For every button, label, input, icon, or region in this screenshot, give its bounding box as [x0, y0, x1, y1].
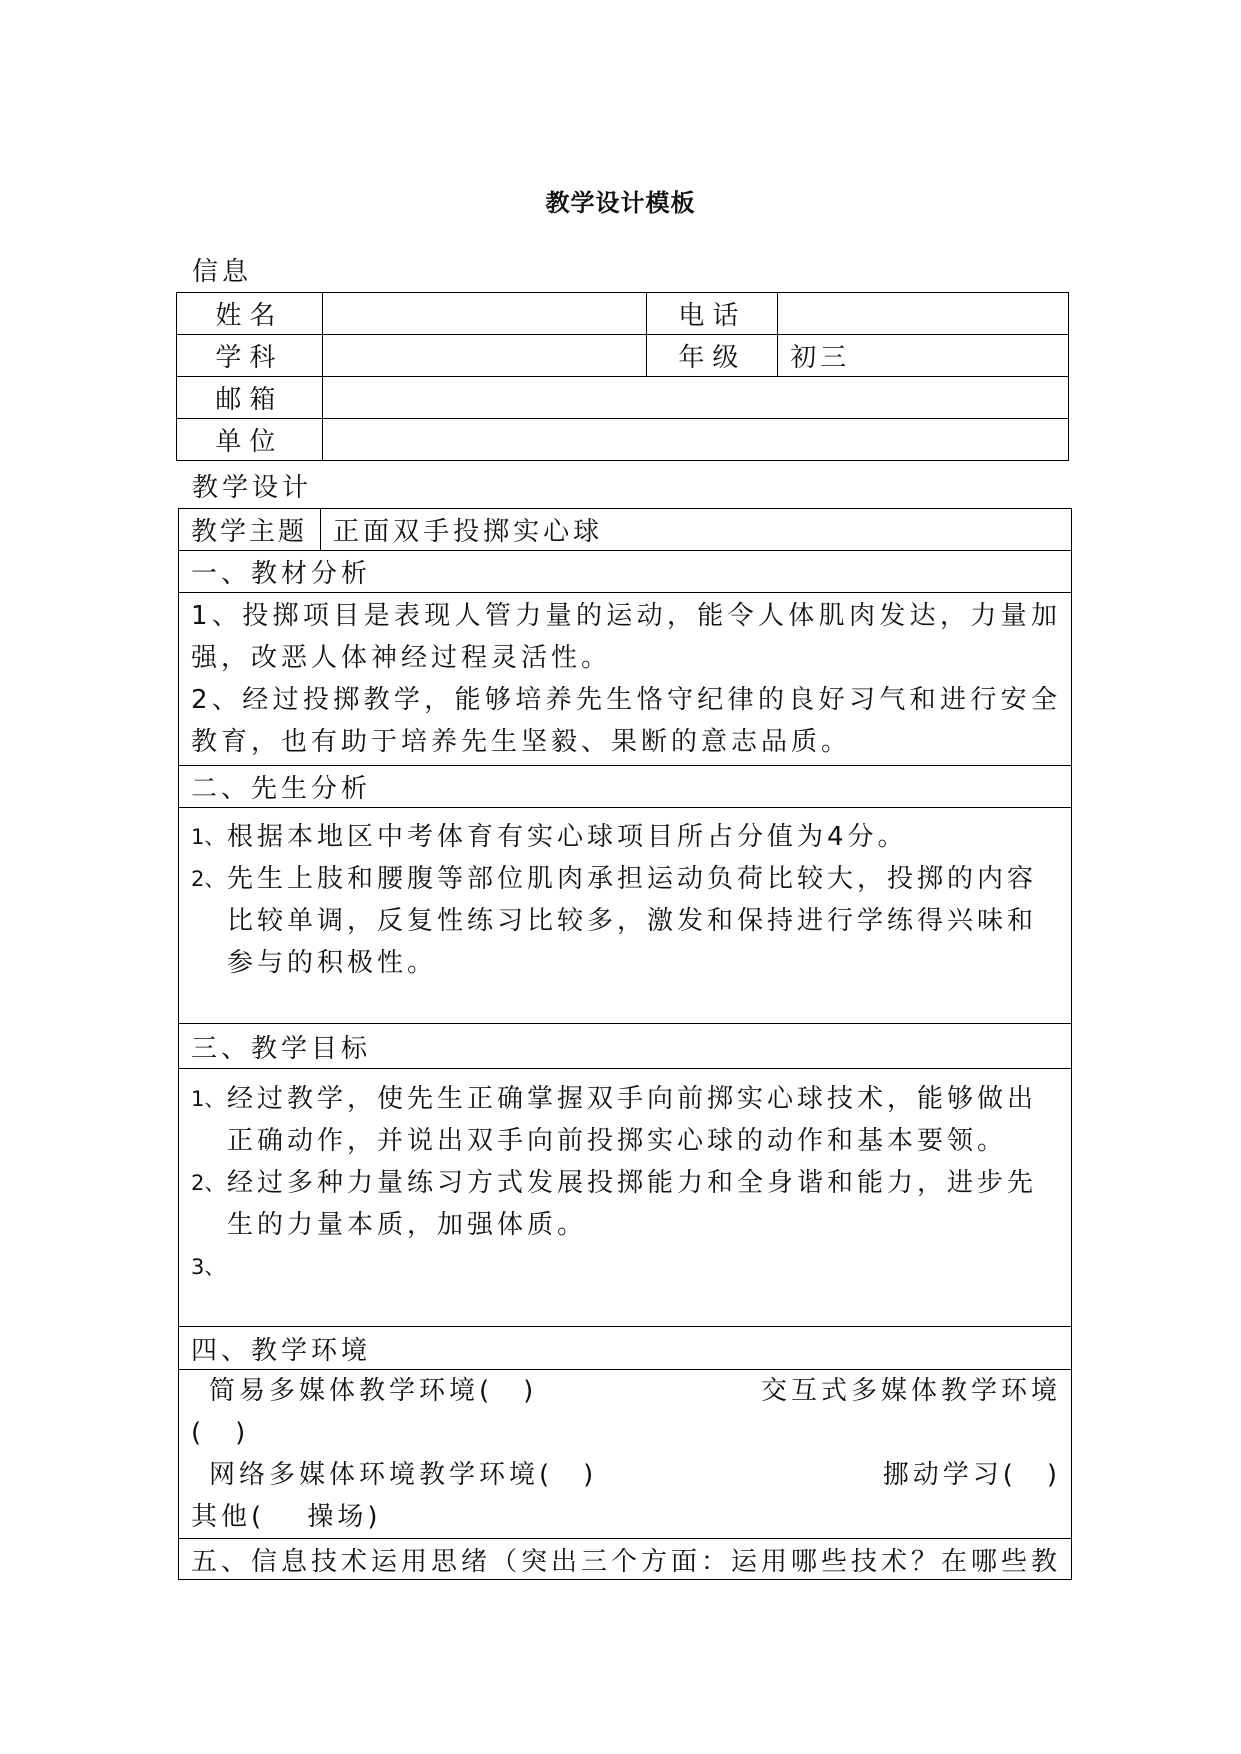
topic-label: 教学主题: [179, 509, 321, 551]
table-row: [179, 1327, 1072, 1370]
numbered-list: [191, 816, 1061, 984]
topic-field[interactable]: 正面双手投掷实心球: [321, 509, 1072, 551]
table-row: [179, 1370, 1072, 1539]
design-section-label: 教学设计: [192, 473, 313, 503]
table-row: [179, 808, 1072, 1024]
list-item-text: 先生上肢和腰腹等部位肌肉承担运动负荷比较大，投掷的内容比较单调，反复性练习比较多，激发和保持进行学练得兴味和参与的积极性。: [227, 864, 1038, 978]
table-row: [177, 377, 1069, 419]
option-mobile-learning[interactable]: 挪动学习( ): [882, 1460, 1062, 1490]
table-row: [179, 1024, 1072, 1069]
list-number: 2、: [191, 867, 226, 891]
list-item-text: 经过多种力量练习方式发展投掷能力和全身谐和能力，进步先生的力量本质，加强体质。: [227, 1168, 1038, 1240]
section-heading: 二、先生分析: [179, 766, 1072, 808]
section-heading: 四、教学环境: [179, 1327, 1072, 1370]
environment-row: [191, 1496, 1061, 1538]
section-content[interactable]: [179, 1069, 1072, 1327]
email-label: 邮箱: [177, 377, 323, 419]
section-heading: 五、信息技术运用思绪（突出三个方面：运用哪些技术？在哪些教: [179, 1539, 1072, 1580]
environment-row: [191, 1412, 1061, 1454]
table-row: [179, 766, 1072, 808]
table-row: [179, 593, 1072, 766]
table-row: [179, 1539, 1072, 1580]
info-table: [176, 292, 1069, 461]
table-row: [179, 551, 1072, 593]
unit-label: 单位: [177, 419, 323, 461]
name-field[interactable]: [322, 293, 647, 335]
table-row: [177, 419, 1069, 461]
email-field[interactable]: [322, 377, 1068, 419]
unit-field[interactable]: [322, 419, 1068, 461]
table-row: [177, 335, 1069, 377]
environment-row: [191, 1370, 1061, 1412]
list-number: 3、: [191, 1255, 226, 1279]
table-row: [179, 1069, 1072, 1327]
phone-field[interactable]: [778, 293, 1069, 335]
table-row: [179, 509, 1072, 551]
grade-label: 年级: [647, 335, 778, 377]
environment-row: [191, 1454, 1061, 1496]
list-item: [191, 816, 1061, 858]
section-content[interactable]: [179, 808, 1072, 1024]
design-table: [178, 508, 1072, 1580]
option-simple-multimedia[interactable]: 简易多媒体教学环境( ): [209, 1376, 538, 1406]
grade-field[interactable]: 初三: [778, 335, 1069, 377]
list-number: 1、: [191, 1087, 226, 1111]
list-number: 1、: [191, 825, 226, 849]
list-item: [191, 1078, 1061, 1162]
section-content[interactable]: [179, 593, 1072, 766]
document-title: 教学设计模板: [545, 189, 696, 217]
list-item-text: 经过教学，使先生正确掌握双手向前掷实心球技术，能够做出正确动作，并说出双手向前投掷实心球的动作和基本要领。: [227, 1084, 1038, 1156]
list-number: 2、: [191, 1171, 226, 1195]
section-heading: 一、教材分析: [179, 551, 1072, 593]
list-item: [191, 1162, 1061, 1246]
list-item-text: 根据本地区中考体育有实心球项目所占分值为4分。: [227, 822, 908, 852]
info-section-label: 信息: [192, 257, 253, 287]
numbered-list: [191, 1078, 1061, 1279]
table-row: [177, 293, 1069, 335]
option-interactive-multimedia-mark[interactable]: ( ): [191, 1418, 250, 1448]
option-network-multimedia[interactable]: 网络多媒体环境教学环境( ): [209, 1460, 598, 1490]
list-item: [191, 858, 1061, 984]
section-heading: 三、教学目标: [179, 1024, 1072, 1069]
option-other[interactable]: 其他( 操场): [191, 1502, 382, 1532]
section-content[interactable]: [179, 1370, 1072, 1539]
subject-label: 学科: [177, 335, 323, 377]
phone-label: 电话: [647, 293, 778, 335]
paragraph: 2、经过投掷教学，能够培养先生恪守纪律的良好习气和进行安全教育，也有助于培养先生坚毅、果断的意志品质。: [191, 685, 1062, 757]
subject-field[interactable]: [322, 335, 647, 377]
name-label: 姓名: [177, 293, 323, 335]
paragraph: 1、投掷项目是表现人管力量的运动，能令人体肌肉发达，力量加强，改恶人体神经过程灵活性。: [191, 601, 1062, 673]
option-interactive-multimedia[interactable]: 交互式多媒体教学环境: [761, 1376, 1062, 1406]
